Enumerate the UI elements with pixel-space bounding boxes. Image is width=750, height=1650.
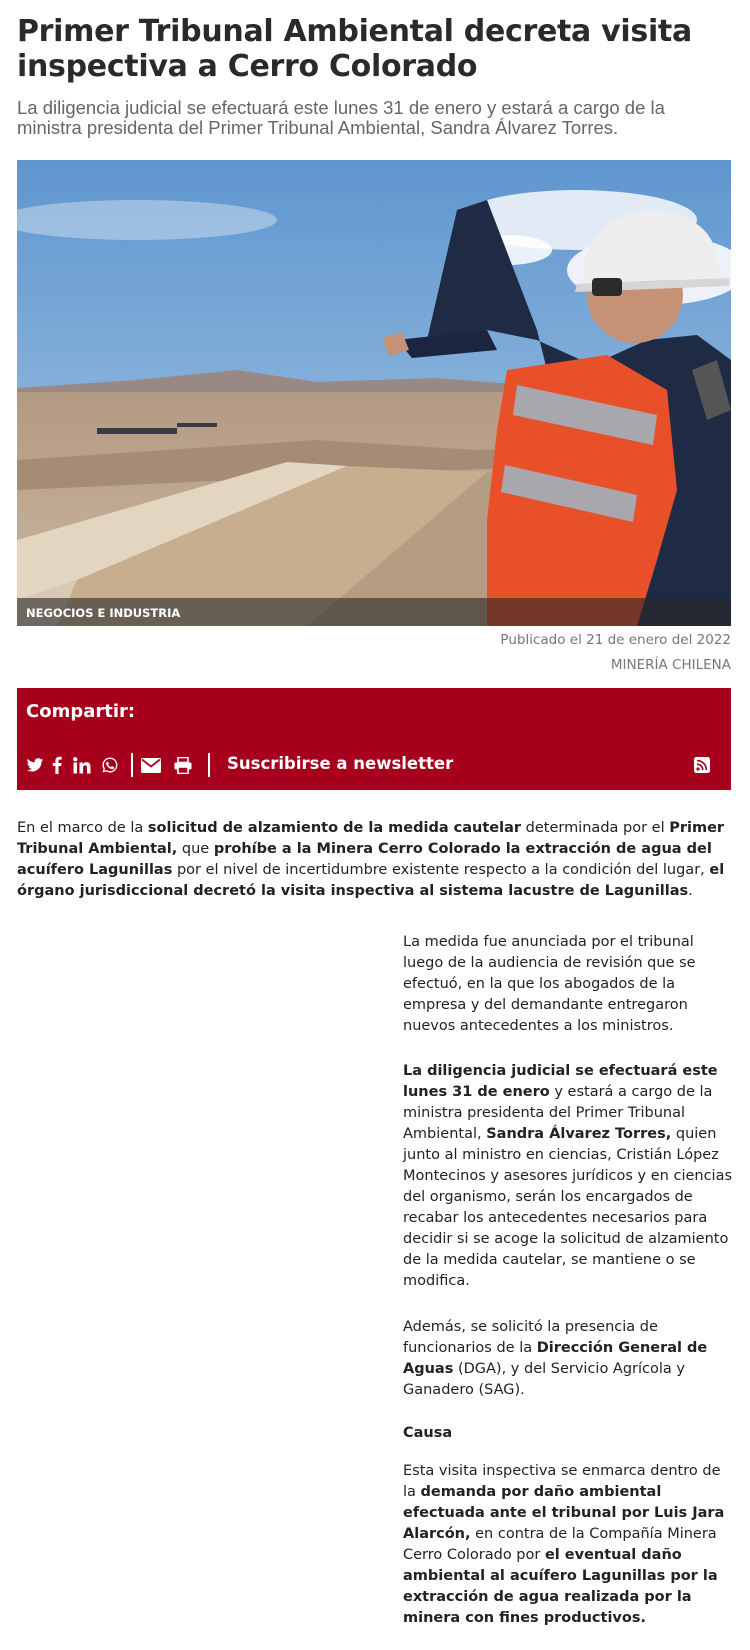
share-separator	[208, 753, 210, 777]
share-bar	[17, 688, 731, 790]
lead-bold: prohíbe a la Minera Cerro Colorado la extracción de agua del acuífero Lagunillas	[17, 841, 712, 878]
share-icons-row	[25, 753, 725, 777]
body-paragraph-4	[403, 1461, 733, 1629]
email-icon[interactable]	[140, 753, 162, 777]
body-text: en contra de la Compañía Minera Cerro Colorado por	[403, 1526, 717, 1563]
print-icon[interactable]	[172, 753, 194, 777]
body-bold: Dirección General de Aguas	[403, 1340, 708, 1377]
lead-bold: solicitud de alzamiento de la medida cautelar	[147, 820, 522, 836]
lead-text: .	[688, 883, 693, 899]
lead-text: por el nivel de incertidumbre existente respecto a la condición del lugar,	[172, 862, 710, 878]
body-bold: el eventual daño ambiental al acuífero Lagunillas por la extracción de agua realizada por la minera con fines productivos.	[403, 1547, 718, 1626]
source-label[interactable]: MINERÍA CHILENA	[610, 657, 731, 673]
article-headline: Primer Tribunal Ambiental decreta visita inspectiva a Cerro Colorado	[17, 14, 692, 84]
lead-text: determinada por el	[521, 820, 670, 836]
body-text: (DGA), y del Servicio Agrícola y Ganadero (SAG).	[403, 1361, 685, 1398]
body-text: Además, se solicitó la presencia de funcionarios de la	[403, 1319, 658, 1356]
category-label[interactable]: NEGOCIOS E INDUSTRIA	[26, 606, 181, 620]
body-text: y estará a cargo de la ministra presidenta del Primer Tribunal Ambiental,	[403, 1084, 713, 1142]
share-separator	[131, 753, 133, 777]
lead-bold: Primer Tribunal Ambiental,	[17, 820, 725, 857]
lead-bold: el órgano jurisdiccional decretó la visita inspectiva al sistema lacustre de Lagunillas	[17, 862, 725, 899]
body-paragraph-2	[403, 1061, 733, 1292]
body-text: quien junto al ministro en ciencias, Cristián López Montecinos y asesores jurídicos y en ciencias del organismo, serán los encargados de recabar los antecedentes necesarios para decidir si se acoge la solicitud de alzamiento de la medida cautelar, se mantiene o se modifica.	[403, 1126, 733, 1289]
lead-text: que	[177, 841, 214, 857]
mining-site-photo	[17, 160, 731, 626]
facebook-icon[interactable]	[50, 753, 64, 777]
section-heading	[403, 1423, 733, 1444]
body-bold: demanda por daño ambiental efectuada ante el tribunal por Luis Jara Alarcón,	[403, 1484, 725, 1542]
body-paragraph-3	[403, 1317, 733, 1401]
lead-paragraph	[17, 818, 729, 902]
body-text: Esta visita inspectiva se enmarca dentro de la	[403, 1463, 721, 1500]
body-paragraph-1	[403, 932, 733, 1037]
linkedin-icon[interactable]	[72, 753, 92, 777]
share-title: Compartir:	[26, 701, 136, 722]
article-subhead: La diligencia judicial se efectuará este lunes 31 de enero y estará a cargo de la ministra presidenta del Primer Tribunal Ambiental, Sandra Álvarez Torres.	[17, 97, 665, 138]
body-bold: La diligencia judicial se efectuará este lunes 31 de enero	[403, 1063, 718, 1100]
lead-text: En el marco de la	[17, 820, 148, 836]
published-date: Publicado el 21 de enero del 2022	[500, 632, 731, 648]
newsletter-link[interactable]: Suscribirse a newsletter	[227, 754, 454, 773]
twitter-icon[interactable]	[25, 753, 45, 777]
rss-icon[interactable]	[693, 753, 711, 777]
body-bold: Sandra Álvarez Torres,	[486, 1126, 672, 1142]
section-heading-text: Causa	[403, 1425, 453, 1441]
whatsapp-icon[interactable]	[100, 753, 120, 777]
hero-image[interactable]	[17, 160, 731, 626]
body-text: La medida fue anunciada por el tribunal luego de la audiencia de revisión que se efectuó, en la que los abogados de la empresa y del demandante entregaron nuevos antecedentes a los ministros.	[403, 934, 696, 1034]
category-bar	[17, 598, 731, 626]
